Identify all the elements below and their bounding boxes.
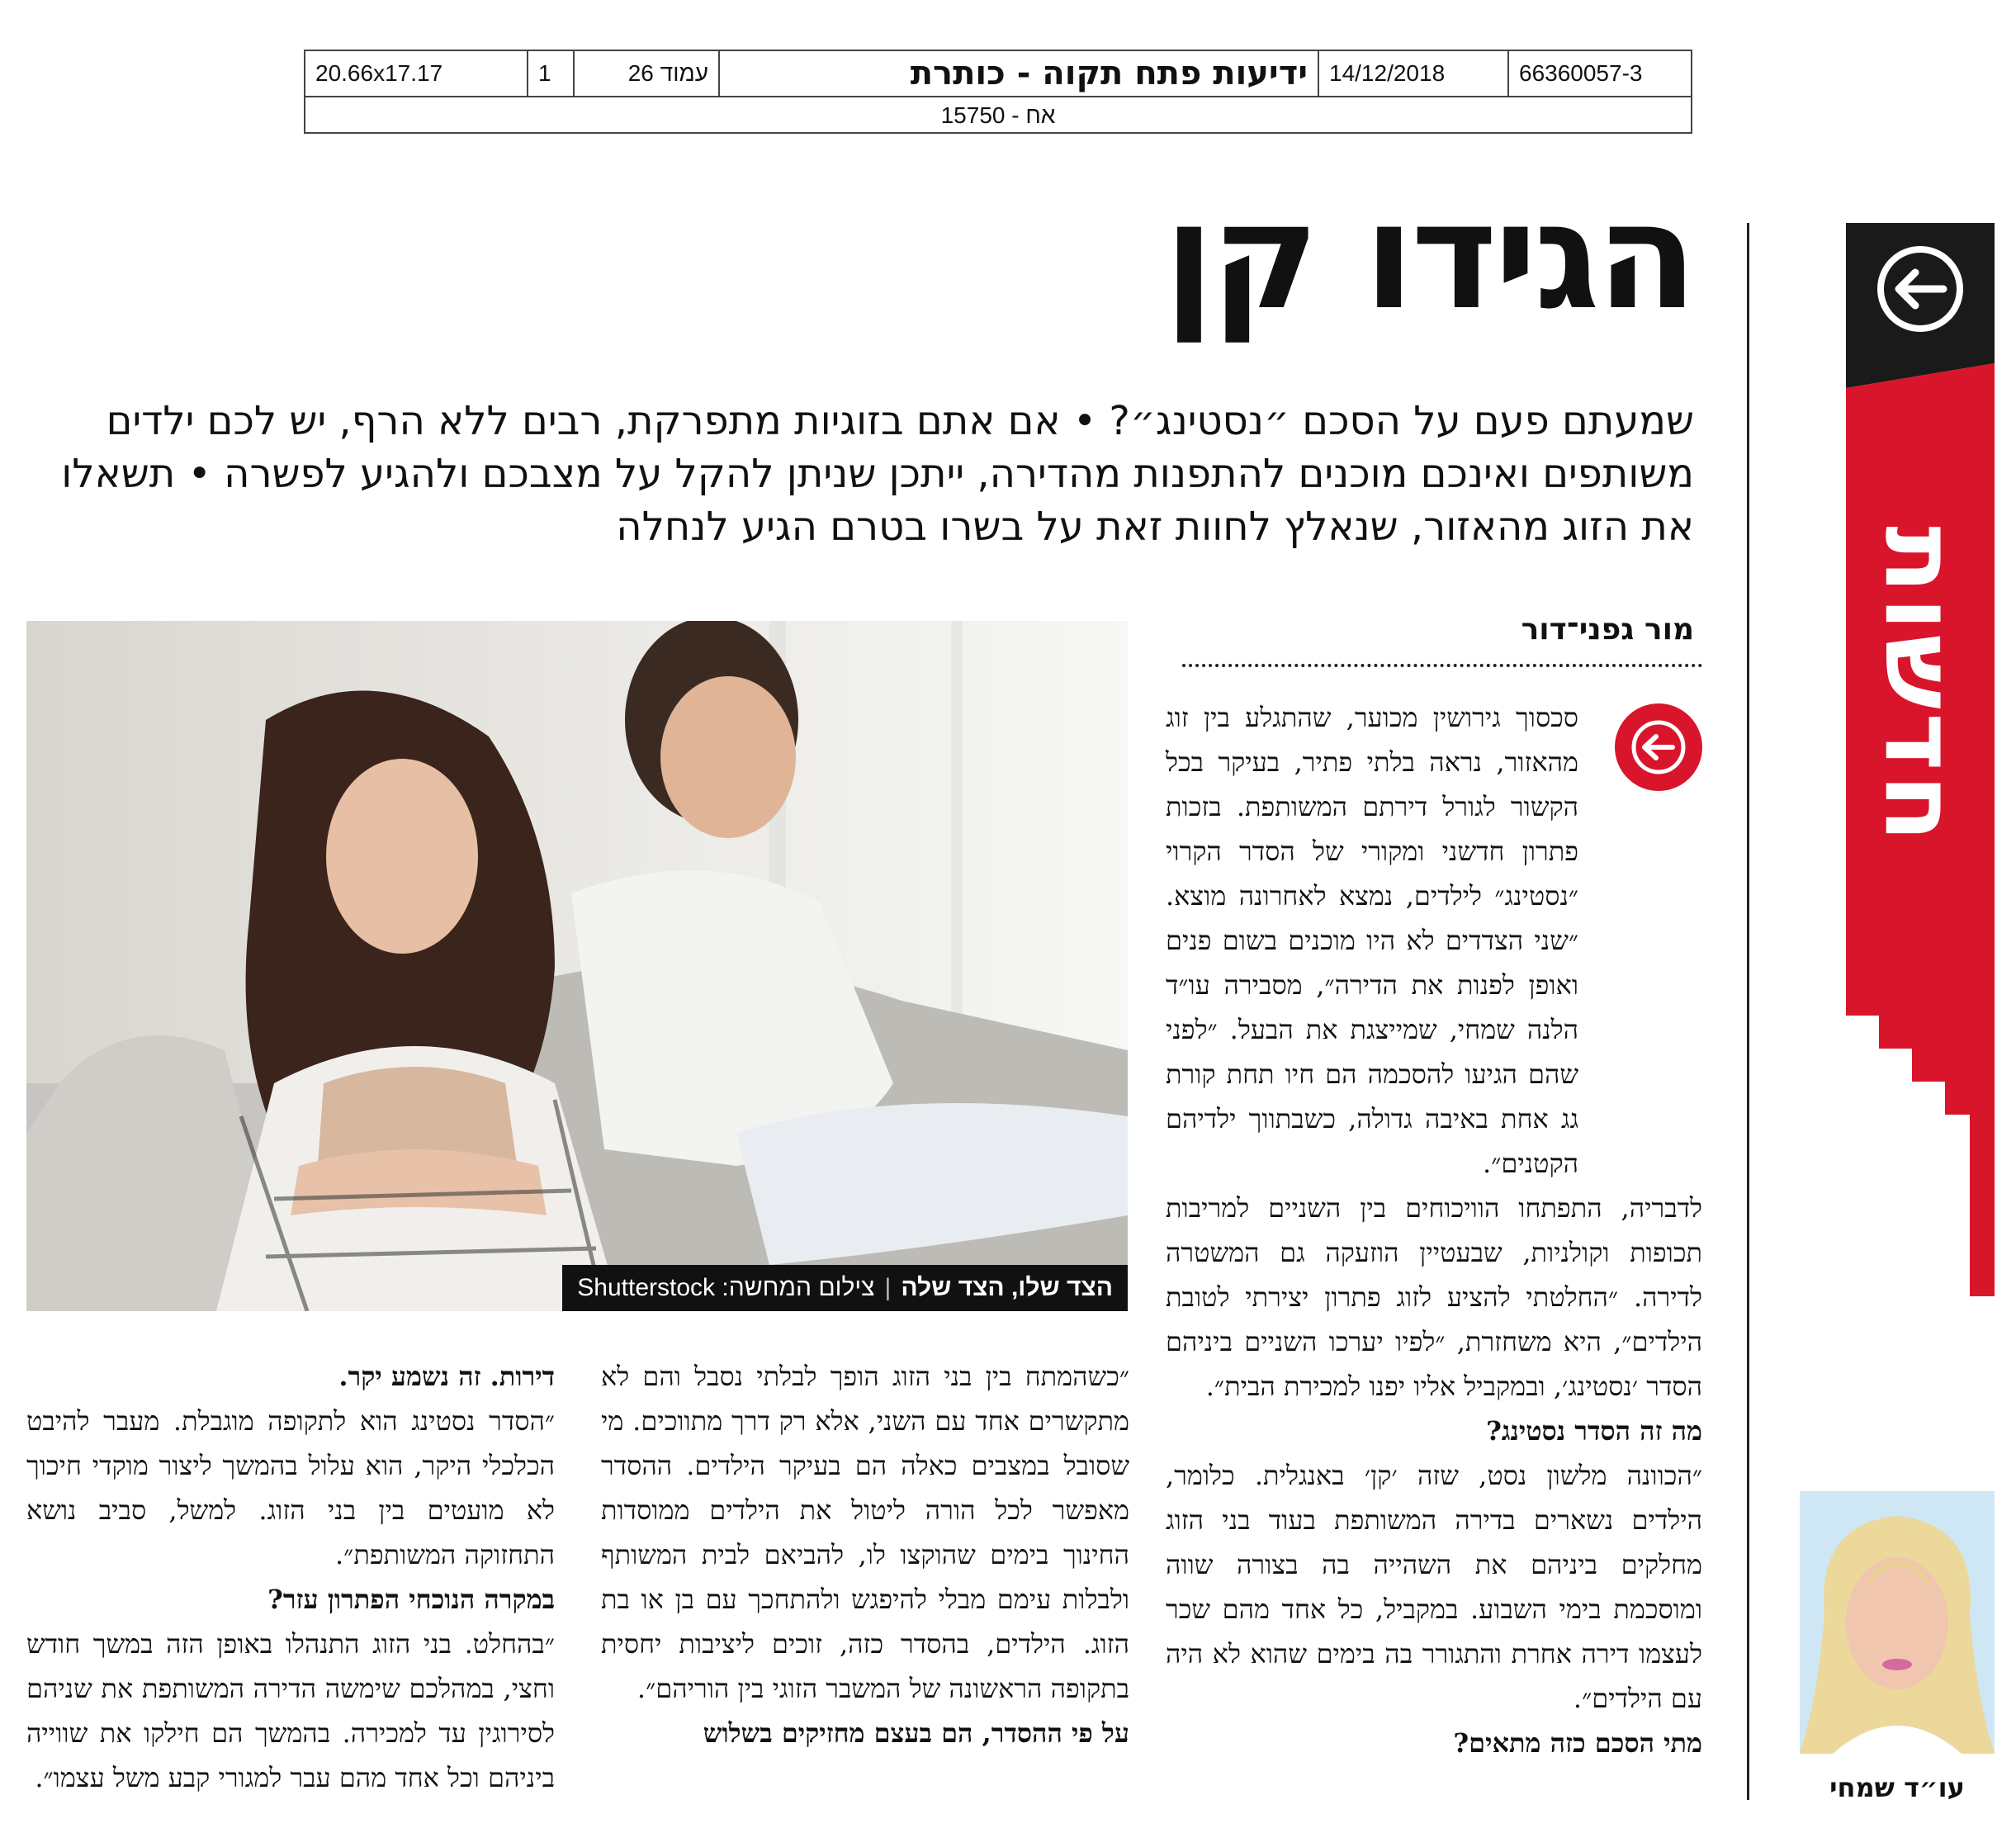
couple-photo-illustration	[26, 621, 1128, 1311]
paragraph: ״הסדר נסטינג הוא לתקופה מוגבלת. מעבר להיבט הכלכלי היקר, הוא עלול בהמשך ליצור מוקדי חיכוך לא מועטים בין בני הזוג. למשל, סביב נושא התחזוקה המשותפת״.	[26, 1405, 555, 1570]
meta-id: 66360057-3	[1519, 60, 1643, 86]
meta-size: 20.66x17.17	[305, 51, 528, 96]
paragraph-bold: דירות. זה נשמע יקר.	[338, 1361, 555, 1392]
question-heading: מה זה הסדר נסטינג?	[1486, 1415, 1702, 1447]
caption-credit: צילום המחשה: Shutterstock	[577, 1274, 875, 1301]
byline: מור גפני־דור	[1521, 613, 1694, 646]
portrait-illustration	[1800, 1491, 1995, 1754]
photo-caption	[562, 1265, 1128, 1311]
paragraph: ״בהחלט. בני הזוג התנהלו באופן הזה במשך חודש וחצי, במהלכם שימשה הדירה המשותפת את שניהם לסירוגין עד למכירה. בהמשך הם חילקו את שווייה ביניהם וכל אחד מהם עבר למגורי קבע משל עצמו״.	[26, 1628, 555, 1793]
article-column-1	[1166, 695, 1702, 1765]
article-column-3	[26, 1354, 555, 1800]
meta-subline: אח - 15750	[940, 102, 1056, 128]
article-column-2	[601, 1354, 1129, 1755]
subheadline: שמעתם פעם על הסכם ״נסטינג״? • אם אתם בזוגיות מתפרקת, רבים ללא הרף, יש לכם ילדים משותפים ואינכם מוכנים להתפנות מהדירה, ייתכן שניתן להקל על מצבכם ולהגיע לפשרה • תשאלו את הזוג מהאזור, שנאלץ לחוות זאת על בשרו בטרם הגיע לנחלה	[61, 398, 1694, 550]
paragraph: ״כשהמתח בין בני הזוג הופך לבלתי נסבל והם לא מתקשרים אחד עם השני, אלא רק דרך מתווכים. מי שסובל במצבים כאלה הם בעיקר הילדים. ההסדר מאפשר לכל הורה ליטול את הילדים ממוסדות החינוך בימים שהוקצו לו, להביאם לבית המשותף ולבלות עימם מבלי להיפגש ולהתחכך עם בן או בת הזוג. הילדים, בהסדר כזה, זוכים ליציבות יחסית בתקופה הראשונה של המשבר הזוגי בין הוריהם״.	[601, 1361, 1129, 1704]
paragraph: ״הכוונה מלשון נסט, שזה ׳קן׳ באנגלית. כלומר, הילדים נשארים בדירה המשותפת בעוד בני הזוג מחלקים ביניהם את השהייה בה בצורה שווה ומוסכמת בימי השבוע. במקביל, כל אחד מהם שכר לעצמו דירה אחרת והתגורר בה בימים שהוא לא היה עם הילדים״.	[1166, 1460, 1702, 1714]
paragraph: לדבריה, התפתחו הוויכוחים בין השניים למריבות תכופות וקולניות, שבעטיין הוזעקה גם המשטרה לדירה. ״החלטתי להציע לזוג פתרון יצירתי לטובת הילדים״, היא משחזרת, ״לפיו יערכו השניים ביניהם הסדר ׳נסטינג׳, ובמקביל אליו יפנו למכירת הבית״.	[1166, 1192, 1702, 1402]
question-heading: במקרה הנוכחי הפתרון עזר?	[267, 1584, 555, 1615]
paragraph-bold: על פי ההסדר, הם בעצם מחזיקים בשלוש	[703, 1717, 1129, 1749]
meta-count: 1	[528, 51, 575, 96]
column-divider	[1747, 223, 1749, 1800]
portrait-caption: עו״ד שמחי	[1829, 1772, 1965, 1803]
headline: הגידו קן	[1163, 171, 1694, 342]
caption-separator: |	[884, 1274, 892, 1301]
meta-date: 14/12/2018	[1319, 51, 1509, 96]
article-photo	[26, 621, 1128, 1311]
arrow-left-icon	[1899, 256, 1948, 305]
clipping-meta-box	[304, 50, 1692, 134]
meta-page: עמוד 26	[575, 51, 720, 96]
question-heading: מתי הסכם כזה מתאים?	[1453, 1727, 1702, 1759]
lead-paragraph: סכסוך גירושין מכוער, שהתגלע בין זוג מהאזור, נראה בלתי פתיר, בעיקר בכל הקשור לגורל דירתם המשותפת. בזכות פתרון חדשני ומקורי של הסדר הקרוי ״נסטינג״ לילדים, נמצא לאחרונה מוצא. ״שני הצדדים לא היו מוכנים בשום פנים ואופן לפנות את הדירה״, מסבירה עו״ד הלנה שמחי, שמייצגת את הבעל. ״לפני שהם הגיעו להסכמה הם חיו תחת קורת גג אחת באיבה גדולה, כשבתווך ילדיהם הקטנים״.	[1166, 702, 1578, 1179]
byline-divider	[1182, 664, 1702, 667]
caption-title: הצד שלו, הצד שלה	[901, 1274, 1113, 1301]
meta-publication: ידיעות פתח תקוה - כותרת	[720, 51, 1319, 96]
section-label: חדשות	[1862, 525, 1978, 845]
lawyer-portrait	[1800, 1491, 1995, 1754]
